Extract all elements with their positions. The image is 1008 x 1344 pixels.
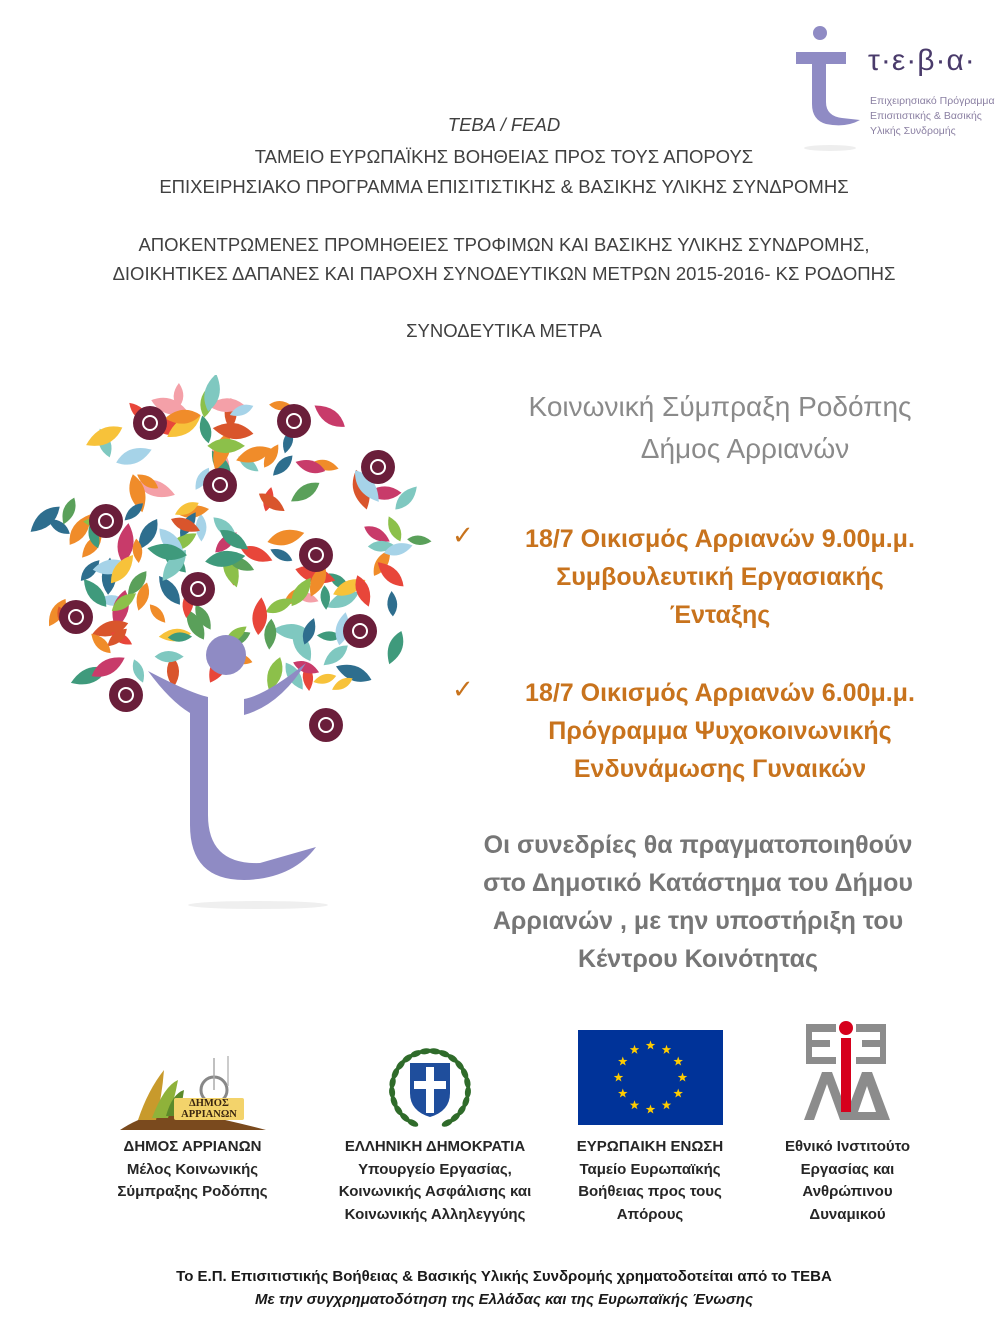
logo-caption-line: Εθνικό Ινστιτούτο xyxy=(784,1138,911,1155)
teva-subtitle-line: Επιχειρησιακό Πρόγραμμα xyxy=(870,95,995,107)
logo-caption-line: ΕΥΡΩΠΑΙΚΗ ΕΝΩΣΗ xyxy=(576,1138,724,1155)
logo-caption xyxy=(320,1136,550,1226)
sessions-line: Κέντρου Κοινότητας xyxy=(577,945,819,973)
header-program-title: ΕΠΙΧΕΙΡΗΣΙΑΚΟ ΠΡΟΓΡΑΜΜΑ ΕΠΙΣΙΤΙΣΤΙΚΗΣ & ΒΑΣΙΚΗΣ ΥΛΙΚΗΣ ΣΥΝΔΡΟΜΗΣ xyxy=(159,176,849,197)
teva-wordmark: τ·ε·β·α· xyxy=(868,44,976,77)
logo-caption-line: ΔΗΜΟΣ ΑΡΡΙΑΝΩΝ xyxy=(123,1138,262,1155)
partnership-block xyxy=(505,386,935,470)
logo-caption-line: Βοήθειας προς τους xyxy=(578,1183,722,1200)
event-title: Ένταξης xyxy=(669,601,771,629)
tree-leaf xyxy=(310,400,349,433)
tree-leaf xyxy=(155,651,184,662)
event-item xyxy=(480,520,960,634)
teva-subtitle-line: Υλικής Συνδρομής xyxy=(870,125,956,137)
tree-icon-circle xyxy=(299,538,333,572)
teva-logo xyxy=(790,20,990,160)
logo-caption-line: Μέλος Κοινωνικής xyxy=(126,1160,259,1178)
tree-leaf xyxy=(212,420,255,441)
tree-leaf xyxy=(266,526,306,549)
logo-caption xyxy=(550,1136,750,1226)
sessions-line: Αρριανών , με την υποστήριξη του xyxy=(492,907,904,935)
tree-leaf xyxy=(146,601,168,625)
municipality-logo xyxy=(118,1050,268,1135)
eiead-logo xyxy=(800,1020,892,1124)
tree-leaf xyxy=(114,443,154,470)
tree-icon-circle xyxy=(309,708,343,742)
sessions-note xyxy=(440,826,956,978)
logo-caption-line: ΕΛΛΗΝΙΚΗ ΔΗΜΟΚΡΑΤΙΑ xyxy=(344,1138,526,1155)
municipality-name: Δήμος Αρριανών xyxy=(640,433,850,464)
tree-leaf xyxy=(387,591,398,617)
tree-leaf xyxy=(391,482,421,513)
tree-icon-circle xyxy=(203,468,237,502)
municipality-logo-text: ΔΗΜΟΣ ΑΡΡΙΑΝΩΝ xyxy=(181,1098,237,1120)
logo-caption-line: Κοινωνικής Αλληλεγγύης xyxy=(344,1205,526,1223)
header-project-line-2: ΔΙΟΙΚΗΤΙΚΕΣ ΔΑΠΑΝΕΣ ΚΑΙ ΠΑΡΟΧΗ ΣΥΝΟΔΕΥΤΙΚΩΝ ΜΕΤΡΩΝ 2015-2016- ΚΣ ΡΟΔΟΠΗΣ xyxy=(112,263,896,284)
header-project-line-1: ΑΠΟΚΕΝΤΡΩΜΕΝΕΣ ΠΡΟΜΗΘΕΙΕΣ ΤΡΟΦΙΜΩΝ ΚΑΙ ΒΑΣΙΚΗΣ ΥΛΙΚΗΣ ΣΥΝΔΡΟΜΗΣ, xyxy=(138,234,870,255)
event-datetime: 18/7 Οικισμός Αρριανών 6.00μ.μ. xyxy=(525,679,915,707)
tree-leaf xyxy=(407,535,432,546)
tree-leaf xyxy=(373,557,408,591)
logo-caption-line: Κοινωνικής Ασφάλισης και xyxy=(338,1183,532,1200)
tree-leaf xyxy=(383,629,408,667)
event-title: Πρόγραμμα Ψυχοκοινωνικής xyxy=(548,717,892,745)
check-icon: ✓ xyxy=(452,674,474,704)
header-section-title: ΣΥΝΟΔΕΥΤΙΚΑ ΜΕΤΡΑ xyxy=(406,320,602,341)
header-program-code: TEBA / FEAD xyxy=(447,114,561,135)
tree-leaf xyxy=(287,477,323,506)
tree-illustration xyxy=(30,375,440,915)
tree-leaf xyxy=(58,496,79,527)
tree-leaf xyxy=(312,671,337,686)
tree-leaf xyxy=(268,545,294,565)
footer-line: Με την συγχρηματοδότηση της Ελλάδας και της Ευρωπαϊκής Ένωσης xyxy=(254,1291,754,1308)
partnership-name: Κοινωνική Σύμπραξη Ροδόπης xyxy=(528,391,912,422)
event-title: Ενδυνάμωσης Γυναικών xyxy=(573,755,867,783)
header-fund-title: ΤΑΜΕΙΟ ΕΥΡΩΠΑΪΚΗΣ ΒΟΗΘΕΙΑΣ ΠΡΟΣ ΤΟΥΣ ΑΠΟΡΟΥΣ xyxy=(254,146,754,167)
tree-icon-circle xyxy=(277,404,311,438)
footer-line: Το Ε.Π. Επισιτιστικής Βοήθειας & Βασικής Υλικής Συνδρομής χρηματοδοτείται από το ΤΕΒΑ xyxy=(176,1268,832,1285)
tree-icon-circle xyxy=(343,614,377,648)
teva-subtitle-line: Επισιτιστικής & Βασικής xyxy=(870,110,982,122)
event-title: Συμβουλευτική Εργασιακής xyxy=(556,563,884,591)
logo-caption xyxy=(85,1136,300,1204)
tree-icon-circle xyxy=(181,572,215,606)
sessions-line: στο Δημοτικό Κατάστημα του Δήμου xyxy=(483,869,913,897)
logo-caption-line: Εργασίας και xyxy=(800,1160,895,1178)
event-datetime: 18/7 Οικισμός Αρριανών 9.00μ.μ. xyxy=(525,525,915,553)
tree-icon-circle xyxy=(89,504,123,538)
check-icon: ✓ xyxy=(452,520,474,550)
tree-icon-circle xyxy=(361,450,395,484)
sessions-line: Οι συνεδρίες θα πραγματοποιηθούν xyxy=(483,831,913,859)
tree-icon-circle xyxy=(109,678,143,712)
tree-leaf xyxy=(197,414,214,444)
funding-footer xyxy=(0,1265,1008,1311)
tree-icon-circle xyxy=(59,600,93,634)
logo-caption-line: Ταμείο Ευρωπαϊκής xyxy=(579,1160,721,1178)
logo-caption-line: Σύμπραξης Ροδόπης xyxy=(117,1183,268,1200)
logo-caption xyxy=(755,1136,940,1226)
logo-caption-line: Ανθρώπινου xyxy=(802,1183,893,1200)
greek-emblem-logo xyxy=(385,1045,475,1131)
logo-caption-line: Υπουργείο Εργασίας, xyxy=(358,1160,512,1178)
tree-icon-circle xyxy=(133,406,167,440)
event-item xyxy=(480,674,960,788)
eu-flag-logo xyxy=(578,1030,723,1125)
logo-caption-line: Δυναμικού xyxy=(809,1205,886,1223)
logo-caption-line: Απόρους xyxy=(616,1205,684,1223)
